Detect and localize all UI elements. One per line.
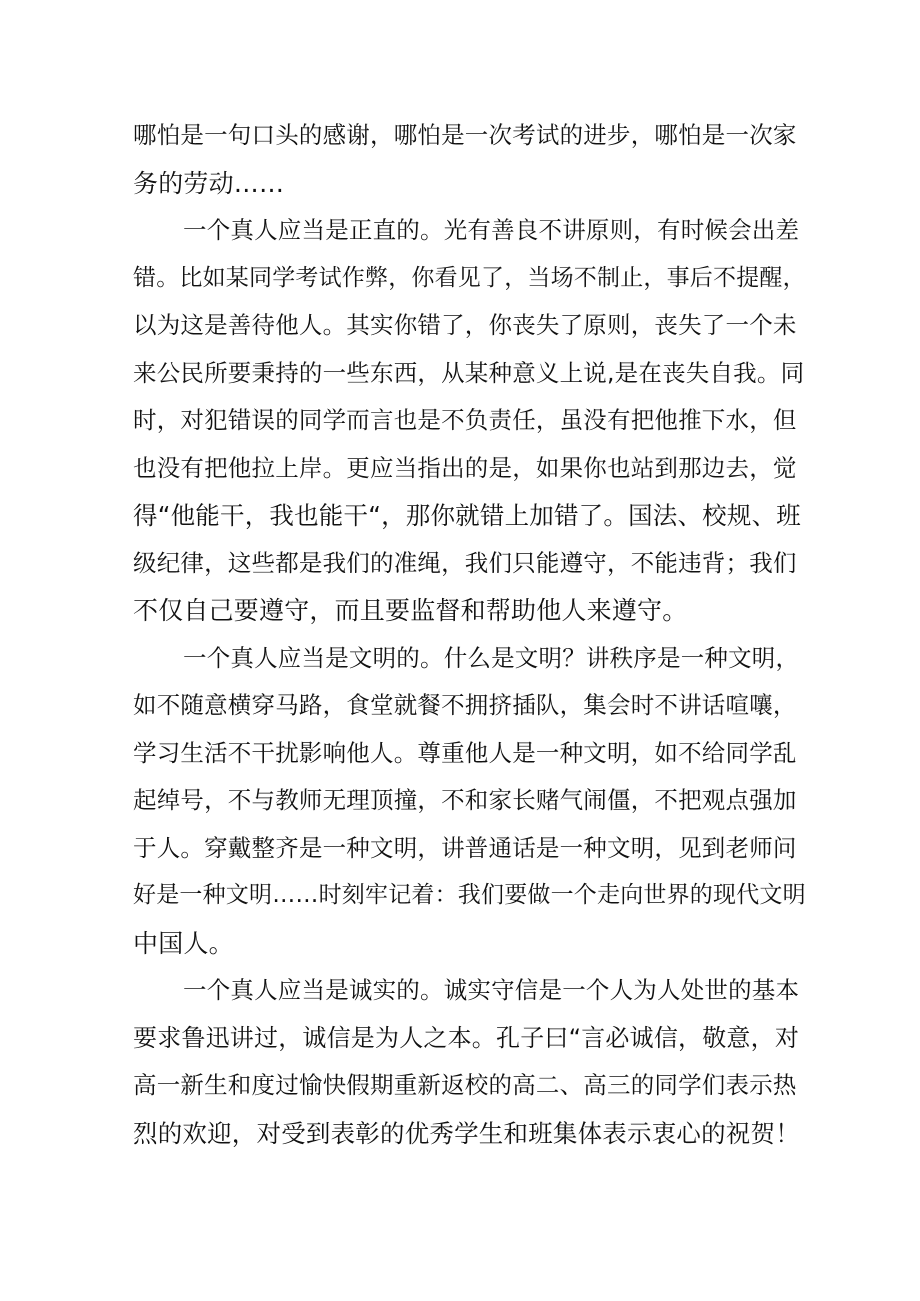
text-line: 不仅自己要遵守，而且要监督和帮助他人来遵守。 — [133, 596, 688, 625]
text-line: 起绰号，不与教师无理顶撞，不和家长赌气闹僵，不把观点强加 — [133, 786, 797, 814]
text-line: 一个真人应当是正直的。光有善良不讲原则，有时候会出差 — [183, 216, 800, 244]
text-line: 一个真人应当是诚实的。诚实守信是一个人为人处世的基本 — [183, 976, 800, 1004]
text-line: 得“他能干，我也能干“，那你就错上加错了。国法、校规、班 — [133, 501, 801, 530]
text-line: 以为这是善待他人。其实你错了，你丧失了原则，丧失了一个未 — [133, 311, 797, 339]
text-line: 好是一种文明……时刻牢记着：我们要做一个走向世界的现代文明 — [133, 882, 806, 908]
text-line: 学习生活不干扰影响他人。尊重他人是一种文明，如不给同学乱 — [133, 738, 797, 767]
text-line: 哪怕是一句口头的感谢，哪怕是一次考试的进步，哪怕是一次家 — [133, 121, 797, 149]
text-line: 一个真人应当是文明的。什么是文明？讲秩序是一种文明， — [183, 643, 800, 672]
text-line: 高一新生和度过愉快假期重新返校的高二、高三的同学们表示热 — [133, 1071, 797, 1099]
text-line: 于人。穿戴整齐是一种文明，讲普通话是一种文明，见到老师问 — [133, 833, 797, 862]
text-line: 要求鲁迅讲过，诚信是为人之本。孔子曰“言必诚信，敬意，对 — [133, 1023, 800, 1052]
text-line: 如不随意横穿马路，食堂就餐不拥挤插队，集会时不讲话喧嚷， — [133, 691, 797, 719]
text-line: 也没有把他拉上岸。更应当指出的是，如果你也站到那边去，觉 — [133, 453, 797, 482]
text-line: 来公民所要秉持的一些东西，从某种意义上说,是在丧失自我。同 — [133, 358, 805, 387]
document-body — [133, 112, 805, 1157]
text-line: 错。比如某同学考试作弊，你看见了，当场不制止，事后不提醒， — [133, 264, 806, 291]
text-line: 时，对犯错误的同学而言也是不负责任，虽没有把他推下水，但 — [133, 406, 797, 434]
text-line: 级纪律，这些都是我们的准绳，我们只能遵守，不能违背；我们 — [133, 548, 797, 577]
text-line: 中国人。 — [133, 928, 234, 958]
text-line: 烈的欢迎，对受到表彰的优秀学生和班集体表示衷心的祝贺！ — [133, 1118, 800, 1148]
text-line: 务的劳动…… — [133, 168, 285, 198]
